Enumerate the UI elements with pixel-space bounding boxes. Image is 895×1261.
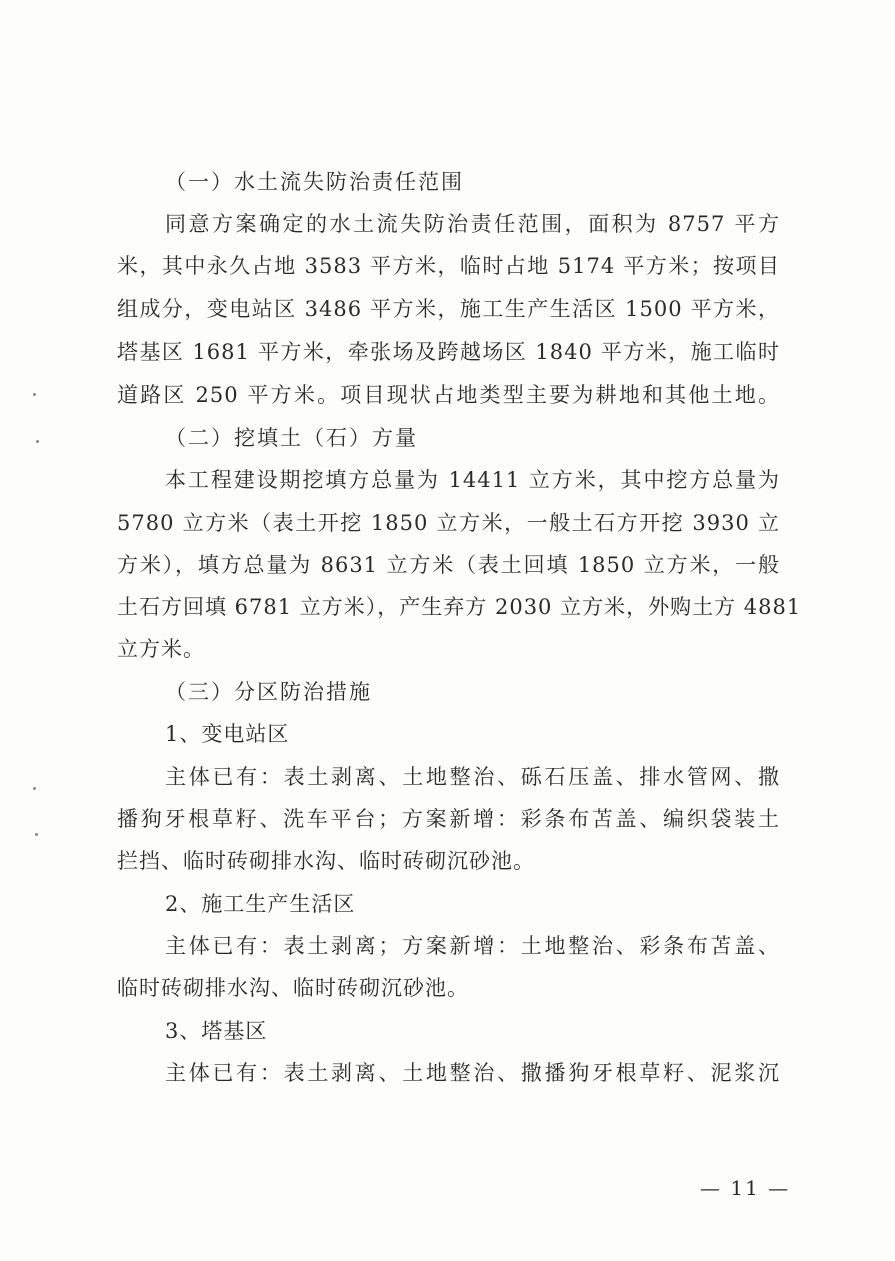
- scan-speck: [36, 440, 39, 443]
- page-number: — 11 —: [700, 1176, 791, 1200]
- scan-speck: [33, 787, 36, 790]
- scan-speck: [35, 833, 38, 836]
- paragraph-line: 5780 立方米（表土开挖 1850 立方米，一般土石方开挖 3930 立: [117, 511, 780, 535]
- paragraph-line: 立方米。: [117, 637, 205, 661]
- scan-speck: [33, 393, 36, 396]
- paragraph-line: 主体已有：表土剥离、土地整治、撒播狗牙根草籽、泥浆沉: [165, 1061, 780, 1085]
- paragraph-line: 同意方案确定的水土流失防治责任范围，面积为 8757 平方: [165, 212, 780, 236]
- subsection-title: 2、施工生产生活区: [165, 892, 356, 916]
- paragraph-line: 临时砖砌排水沟、临时砖砌沉砂池。: [117, 976, 469, 1000]
- paragraph-line: 本工程建设期挖填方总量为 14411 立方米，其中挖方总量为: [165, 468, 780, 492]
- paragraph-line: 组成分，变电站区 3486 平方米，施工生产生活区 1500 平方米，: [117, 297, 780, 321]
- paragraph-line: 道路区 250 平方米。项目现状占地类型主要为耕地和其他土地。: [117, 383, 780, 407]
- paragraph-line: 播狗牙根草籽、洗车平台；方案新增：彩条布苫盖、编织袋装土: [117, 807, 780, 831]
- paragraph-line: 拦挡、临时砖砌排水沟、临时砖砌沉砂池。: [117, 849, 535, 873]
- paragraph-line: 主体已有：表土剥离、土地整治、砾石压盖、排水管网、撒: [165, 765, 780, 789]
- section-heading-3: （三）分区防治措施: [165, 680, 372, 704]
- section-heading-2: （二）挖填土（石）方量: [165, 426, 418, 450]
- paragraph-line: 方米），填方总量为 8631 立方米（表土回填 1850 立方米，一般: [117, 553, 780, 577]
- paragraph-line: 塔基区 1681 平方米，牵张场及跨越场区 1840 平方米，施工临时: [117, 340, 780, 364]
- paragraph-line: 主体已有：表土剥离；方案新增：土地整治、彩条布苫盖、: [165, 934, 780, 958]
- paragraph-line: 土石方回填 6781 立方米），产生弃方 2030 立方米，外购土方 4881: [117, 595, 802, 619]
- subsection-title: 3、塔基区: [165, 1019, 268, 1043]
- section-heading-1: （一）水土流失防治责任范围: [165, 170, 464, 194]
- subsection-title: 1、变电站区: [165, 722, 290, 746]
- paragraph-line: 米，其中永久占地 3583 平方米，临时占地 5174 平方米；按项目: [117, 254, 780, 278]
